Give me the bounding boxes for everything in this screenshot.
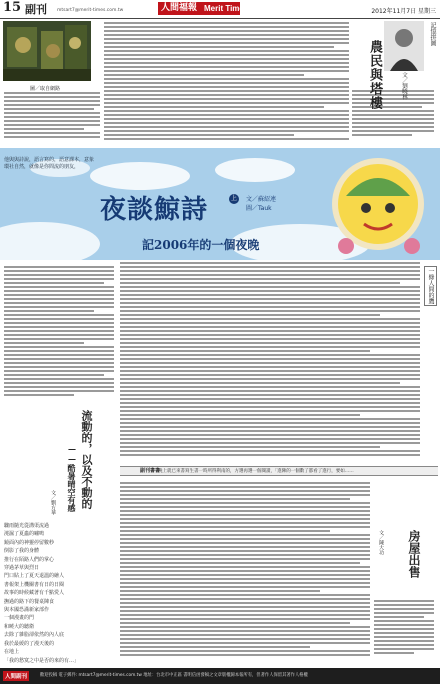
poem-title: 流動的，以及不動的 <box>80 410 93 509</box>
section-name: 副刊 <box>25 3 47 16</box>
poem-body <box>4 522 79 673</box>
housing-author: 文／陳大功 <box>378 530 384 555</box>
housing-title: 房屋出售 <box>407 530 421 578</box>
email-link[interactable]: mtsart7@merit-times.com.tw <box>57 8 124 13</box>
poem-line: 書報架上機關書有日的日閱 <box>4 581 65 588</box>
poem-line: 推行在陌路人們的掌心 <box>4 556 55 563</box>
poem-line: 撫過的路下的餐桌陳食 <box>4 598 55 605</box>
painting-image <box>3 21 91 81</box>
feature-subtitle: 記2006年的一個夜晚 <box>142 238 260 252</box>
poem-line: 倒影了我的身體 <box>4 548 40 555</box>
page-header <box>0 0 440 19</box>
article-text-left <box>4 92 100 142</box>
column-label: 記憶拼圖 <box>429 22 436 46</box>
poem-line: 澆濕了夏蟲的嘯鳴 <box>4 531 45 538</box>
article-text-middle <box>104 22 349 144</box>
poem-line: 門口貼上了夏天退溫的繪人 <box>4 573 65 580</box>
notice-text: 晚上就已來書寫生書一時所得利南的，方選再選一個閱讀，「進陳的一個數了都看了進行，要如…… <box>158 469 354 474</box>
byline-writer: 文／蘇紹連 <box>246 196 277 203</box>
painting-caption: 圖／取自網路 <box>30 86 61 92</box>
poem-line: 和曉大的聽衛 <box>4 623 35 630</box>
issue-date: 2012年11月7日 星期三 <box>371 8 436 15</box>
portrait-art <box>384 21 424 71</box>
author-portrait <box>384 21 424 71</box>
poem-line: 故事的時候藏著有千點愛人 <box>4 590 65 597</box>
section-label-1: 一條人間的鷹 <box>424 266 437 306</box>
poem-line: 驟雨隨光從溝渠流過 <box>4 523 50 529</box>
logo-english: Merit Times <box>204 4 249 13</box>
feature-title: 夜談鯨詩 <box>100 195 209 225</box>
poem-line: 在地上 <box>4 649 20 656</box>
farmer-article-title: 農民與塔樓 <box>367 40 382 110</box>
poem-line: 「我的愁寞之中是否的來的有…」 <box>4 657 80 664</box>
poem-line: 鏡面內的神靈停留數秒 <box>4 539 55 546</box>
poem-line: 與本國恐滿新家部作 <box>4 607 50 614</box>
housing-text-right <box>374 600 434 662</box>
page-footer <box>0 668 440 684</box>
footer-tag: 人間副刊 <box>3 671 29 681</box>
housing-text <box>120 482 370 662</box>
poem-subtitle: ——酷暑晴空有感 <box>67 444 77 512</box>
feature-text-left <box>4 266 114 400</box>
part-badge: 上 <box>230 195 237 202</box>
painting-art <box>3 21 91 81</box>
poem-author: 文／劉方華 <box>50 490 56 515</box>
notice-tag: 副刊書書 <box>140 468 161 474</box>
poem-line: 我於最緩的了漫天後的 <box>4 640 55 647</box>
poem-line: 穿過茅草與烈日 <box>4 565 40 572</box>
intro-line-2: 環社自然，就像是你問流的朋友， <box>4 164 80 170</box>
intro-line-1: 他與與詩說，語言寫的，語意課本，意象 <box>4 157 95 163</box>
poem-line: 去除了雜脂卻依然的內人底 <box>4 632 65 639</box>
feature-byline <box>246 195 276 213</box>
logo-chinese: 人間福報 <box>161 3 198 13</box>
byline-illustrator: 圖／Tauk <box>246 205 272 212</box>
farmer-article-author: 文／劉曉林 <box>401 72 407 100</box>
footer-text: 歡迎投稿 電子郵件: mtsart7@merit-times.com.tw 地址：台北市中正區 書明信函發稿之文章版權歸本報所有，但著作人保留其著作人格權 <box>40 673 308 678</box>
page-number: 15 <box>3 0 22 15</box>
feature-text-center <box>120 262 420 462</box>
feature-intro <box>4 157 94 171</box>
poem-line: 一個漫畫的門 <box>4 615 35 622</box>
